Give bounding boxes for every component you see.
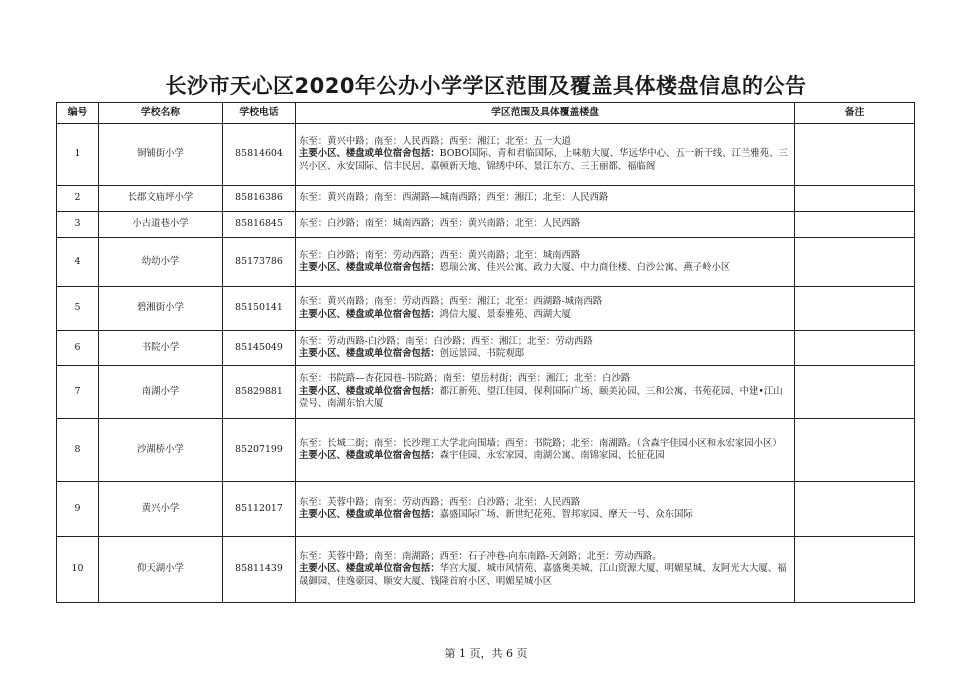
table-row xyxy=(57,419,915,482)
bounds-text: 东至：黄兴南路；南至：西湖路—城南西路；西至：湘江；北至：人民西路 xyxy=(299,192,609,204)
school-phone: 85207199 xyxy=(223,419,296,482)
header-no: 编号 xyxy=(57,103,99,124)
page-footer: 第 1 页，共 6 页 xyxy=(444,647,528,660)
district-range xyxy=(296,238,795,287)
row-no: 4 xyxy=(57,238,99,287)
school-name: 仰天湖小学 xyxy=(99,537,223,603)
page-title: 长沙市天心区2020年公办小学学区范围及覆盖具体楼盘信息的公告 xyxy=(165,74,807,98)
school-phone: 85814604 xyxy=(223,124,296,186)
table-row xyxy=(57,537,915,603)
school-name: 书院小学 xyxy=(99,331,223,366)
main-estates: 森宇佳园、永宏家园、南湖公寓、南锦家园、长征花园 xyxy=(439,450,665,461)
row-no: 8 xyxy=(57,419,99,482)
school-name: 碧湘街小学 xyxy=(99,287,223,331)
main-estates: BOBO国际、青和君临国际、上味舫大厦、华远华中心、五一新干线、江兰雅苑、三兴小区、永安国际、信丰民居、嘉顿新天地、锦绣中环、景江东方、三王丽都、福临阁 xyxy=(299,148,788,172)
row-no: 1 xyxy=(57,124,99,186)
bounds-text: 东至：书院路—杏花园巷-书院路；南至：望岳村街；西至：湘江；北至：白沙路 xyxy=(299,373,631,385)
main-label: 主要小区、楼盘或单位宿舍包括： xyxy=(299,509,440,520)
main-estates: 创远景园、书院观邸 xyxy=(439,348,525,359)
main-label: 主要小区、楼盘或单位宿舍包括： xyxy=(299,563,440,575)
table-row xyxy=(57,186,915,212)
remark xyxy=(795,212,915,238)
main-estates: 恩瑞公寓、佳兴公寓、政力大厦、中力商住楼、白沙公寓、燕子岭小区 xyxy=(439,262,731,273)
row-no: 9 xyxy=(57,482,99,537)
school-name: 长郡文庙坪小学 xyxy=(99,186,223,212)
main-label: 主要小区、楼盘或单位宿舍包括： xyxy=(299,148,440,160)
remark xyxy=(795,238,915,287)
school-name: 沙湖桥小学 xyxy=(99,419,223,482)
main-label: 主要小区、楼盘或单位宿舍包括： xyxy=(299,308,440,320)
remark xyxy=(795,186,915,212)
school-name: 幼幼小学 xyxy=(99,238,223,287)
main-estates: 华宫大厦、城市风情苑、嘉盛奥美城、江山资源大厦、明媚星城、友阿光大大厦、福晟御园、佳逸豪园、顺安大厦、钱隆首府小区、明媚星城小区 xyxy=(299,563,787,587)
school-phone: 85145049 xyxy=(223,331,296,366)
remark xyxy=(795,366,915,419)
school-phone: 85816845 xyxy=(223,212,296,238)
main-label: 主要小区、楼盘或单位宿舍包括： xyxy=(299,450,440,461)
district-range xyxy=(296,186,795,212)
district-range xyxy=(296,212,795,238)
school-phone: 85112017 xyxy=(223,482,296,537)
school-phone: 85816386 xyxy=(223,186,296,212)
remark xyxy=(795,331,915,366)
district-range xyxy=(296,366,795,419)
main-estates: 嘉盛国际广场、新世纪花苑、智邦家园、摩天一号、众东国际 xyxy=(439,509,693,520)
remark xyxy=(795,124,915,186)
remark xyxy=(795,287,915,331)
bounds-text: 东至：白沙路；南至：城南西路；西至：黄兴南路；北至：人民西路 xyxy=(299,218,581,230)
school-name: 铜铺街小学 xyxy=(99,124,223,186)
table-body xyxy=(57,124,915,603)
main-estates: 都江新苑、望江佳园、保利国际广场、颐美沁园、三和公寓、书苑花园、中建•江山壹号、南湖东怡大厦 xyxy=(299,385,783,410)
district-range xyxy=(296,537,795,603)
row-no: 5 xyxy=(57,287,99,331)
district-range xyxy=(296,419,795,482)
district-range xyxy=(296,331,795,366)
remark xyxy=(795,419,915,482)
school-phone: 85150141 xyxy=(223,287,296,331)
row-no: 2 xyxy=(57,186,99,212)
row-no: 7 xyxy=(57,366,99,419)
table-row xyxy=(57,482,915,537)
main-label: 主要小区、楼盘或单位宿舍包括： xyxy=(299,262,440,273)
main-estates: 鸿信大厦、景泰雅苑、西湖大厦 xyxy=(439,308,571,320)
row-no: 6 xyxy=(57,331,99,366)
header-range: 学区范围及具体覆盖楼盘 xyxy=(296,103,795,124)
school-name: 南湖小学 xyxy=(99,366,223,419)
header-remark: 备注 xyxy=(795,103,915,124)
header-phone: 学校电话 xyxy=(223,103,296,124)
bounds-text: 东至：长城二街；南至：长沙理工大学北向围墙；西至：书院路；北至：南湖路。（含森宇佳园小区和永宏家园小区） xyxy=(299,437,782,449)
remark xyxy=(795,537,915,603)
table-row xyxy=(57,366,915,419)
bounds-text: 东至：劳动西路-白沙路；南至：白沙路；西至：湘江；北至：劳动西路 xyxy=(299,335,593,347)
main-label: 主要小区、楼盘或单位宿舍包括： xyxy=(299,348,440,359)
school-phone: 85829881 xyxy=(223,366,296,419)
table-row xyxy=(57,124,915,186)
bounds-text: 东至：黄兴中路；南至：人民西路；西至：湘江；北至：五一大道 xyxy=(299,135,571,147)
remark xyxy=(795,482,915,537)
bounds-text: 东至：黄兴南路；南至：劳动西路；西至：湘江；北至：西湖路-城南西路 xyxy=(299,296,603,307)
table-row xyxy=(57,287,915,331)
school-name: 黄兴小学 xyxy=(99,482,223,537)
header-school: 学校名称 xyxy=(99,103,223,124)
table-header-row xyxy=(57,103,915,124)
school-district-table xyxy=(56,102,915,603)
row-no: 10 xyxy=(57,537,99,603)
row-no: 3 xyxy=(57,212,99,238)
bounds-text: 东至：芙蓉中路；南至：南湖路；西至：石子冲巷-向东南路-天剑路；北至：劳动西路。 xyxy=(299,550,662,562)
bounds-text: 东至：芙蓉中路；南至：劳动西路；西至：白沙路；北至：人民西路 xyxy=(299,496,581,508)
table-row xyxy=(57,238,915,287)
school-phone: 85173786 xyxy=(223,238,296,287)
table-row xyxy=(57,331,915,366)
district-range xyxy=(296,482,795,537)
school-phone: 85811439 xyxy=(223,537,296,603)
district-range xyxy=(296,124,795,186)
table-row xyxy=(57,212,915,238)
main-label: 主要小区、楼盘或单位宿舍包括： xyxy=(299,385,440,397)
school-name: 小古道巷小学 xyxy=(99,212,223,238)
bounds-text: 东至：白沙路；南至：劳动西路；西至：黄兴南路；北至：城南西路 xyxy=(299,249,581,261)
district-range xyxy=(296,287,795,331)
